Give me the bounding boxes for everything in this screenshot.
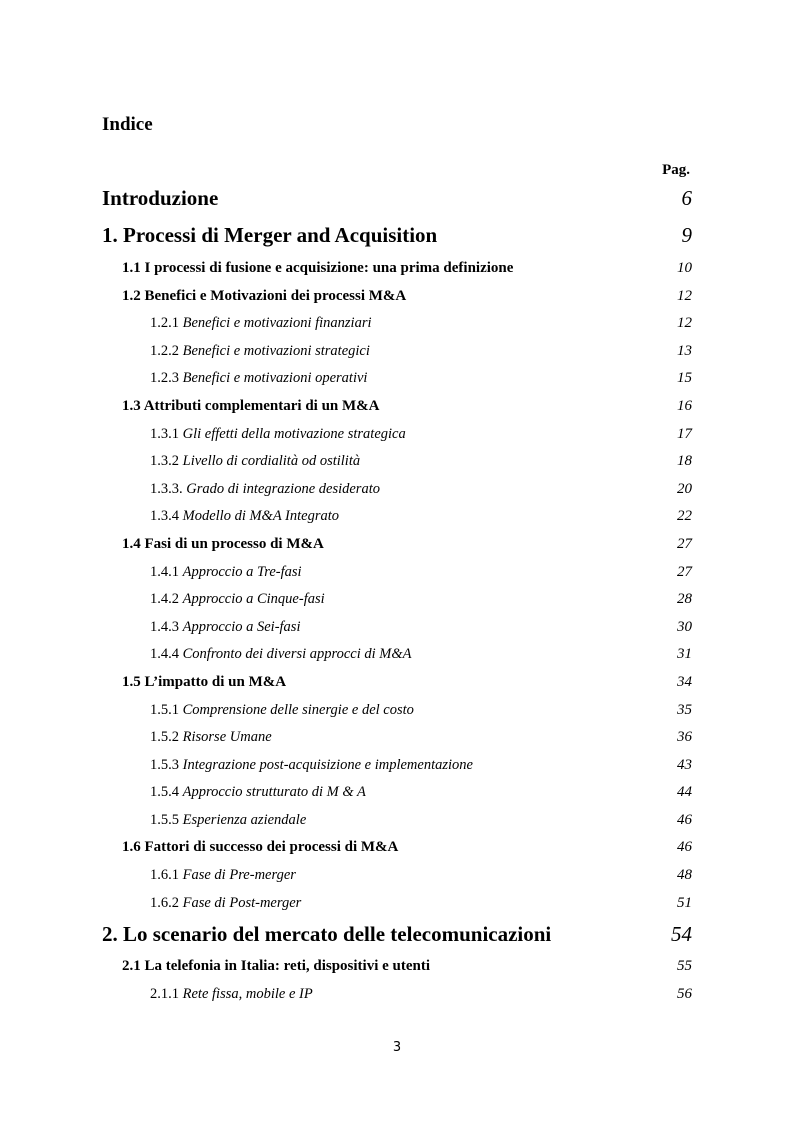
toc-entry-text — [150, 564, 302, 581]
toc-entry-title: Fase di Post-merger — [182, 894, 302, 911]
toc-entry-number: 1.6.1 — [150, 867, 179, 884]
toc-entry-page: 15 — [677, 370, 692, 387]
toc-chapter[interactable] — [102, 186, 692, 223]
toc-entry-text — [150, 757, 473, 774]
toc-entry-text — [102, 186, 218, 211]
toc-entry-text — [150, 812, 306, 829]
toc-entry-number: 1.3 — [122, 397, 141, 414]
toc-entry-page: 44 — [677, 784, 692, 801]
toc-entry-text — [122, 398, 380, 415]
page-column-label: Pag. — [662, 162, 690, 178]
toc-entry-number: 1.4.4 — [150, 646, 179, 663]
toc-entry-number: 1.3.4 — [150, 508, 179, 525]
toc-entry-number: 1.5.1 — [150, 701, 179, 718]
toc-entry-page: 30 — [677, 618, 692, 635]
toc-subsection[interactable] — [102, 426, 692, 454]
toc-entry-text — [122, 260, 513, 277]
index-heading: Indice — [102, 114, 153, 135]
toc-entry-title: Comprensione delle sinergie e del costo — [182, 701, 414, 718]
toc-entry-title: Integrazione post-acquisizione e implementazione — [182, 756, 473, 773]
toc-entry-title: Introduzione — [102, 186, 219, 210]
toc-entry-title: Confronto dei diversi approcci di M&A — [182, 646, 412, 663]
toc-subsection[interactable] — [102, 619, 692, 647]
toc-entry-page: 12 — [677, 315, 692, 332]
toc-entry-text — [150, 986, 313, 1003]
toc-entry-title: Benefici e motivazioni finanziari — [182, 315, 372, 332]
toc-entry-title: Lo scenario del mercato delle telecomunicazioni — [123, 922, 552, 947]
toc-entry-text — [122, 536, 324, 553]
toc-entry-title: Approccio a Tre-fasi — [182, 563, 302, 580]
toc-subsection[interactable] — [102, 481, 692, 509]
toc-entry-page: 36 — [677, 729, 692, 746]
toc-entry-text — [150, 591, 325, 608]
toc-subsection[interactable] — [102, 508, 692, 536]
toc-entry-text — [150, 426, 406, 443]
toc-entry-title: Processi di Merger and Acquisition — [123, 223, 438, 247]
toc-entry-page: 20 — [677, 480, 692, 497]
toc-subsection[interactable] — [102, 986, 692, 1014]
toc-entry-title: Livello di cordialità od ostilità — [182, 453, 361, 470]
toc-entry-page: 13 — [677, 342, 692, 359]
toc-subsection[interactable] — [102, 370, 692, 398]
toc-entry-page: 16 — [677, 397, 692, 414]
toc-entry-number: 2.1.1 — [150, 985, 179, 1002]
toc-entry-number: 1.5 — [122, 673, 141, 690]
toc-entry-number: 1.1 — [122, 260, 141, 276]
toc-entry-text — [122, 958, 430, 975]
toc-subsection[interactable] — [102, 867, 692, 895]
toc-entry-title: Modello di M&A Integrato — [182, 508, 340, 525]
toc-entry-number: 1.3.1 — [150, 425, 179, 442]
toc-subsection[interactable] — [102, 702, 692, 730]
toc-entry-number: 1.4.3 — [150, 618, 179, 635]
toc-entry-text — [150, 619, 300, 636]
toc-section[interactable] — [102, 536, 692, 564]
toc-entry-title: Esperienza aziendale — [182, 811, 307, 828]
toc-entry-page: 27 — [677, 535, 692, 552]
toc-chapter[interactable] — [102, 922, 692, 958]
toc-entry-number: 1.6 — [122, 839, 141, 856]
toc-entry-page: 43 — [677, 756, 692, 773]
toc-entry-title: Benefici e motivazioni operativi — [182, 370, 368, 387]
toc-entry-title: Fasi di un processo di M&A — [144, 535, 324, 552]
toc-entry-title: Gli effetti della motivazione strategica — [182, 425, 406, 442]
toc-entry-number: 1.4.2 — [150, 591, 179, 608]
toc-entry-number: 2. — [102, 922, 118, 947]
toc-entry-title: I processi di fusione e acquisizione: una prima definizione — [144, 260, 514, 276]
toc-entry-text — [150, 481, 380, 498]
toc-subsection[interactable] — [102, 343, 692, 371]
toc-entry-title: Attributi complementari di un M&A — [143, 397, 380, 414]
toc-subsection[interactable] — [102, 812, 692, 840]
toc-entry-title: La telefonia in Italia: reti, dispositivi e utenti — [144, 958, 431, 975]
toc-entry-text — [150, 508, 339, 525]
toc-entry-page: 22 — [677, 508, 692, 525]
toc-entry-number: 1.2 — [122, 287, 141, 304]
toc-entry-number: 1.5.3 — [150, 756, 179, 773]
toc-entry-number: 1.4 — [122, 535, 141, 552]
toc-entry-title: Benefici e motivazioni strategici — [182, 342, 370, 359]
toc-subsection[interactable] — [102, 646, 692, 674]
toc-subsection[interactable] — [102, 757, 692, 785]
toc-entry-page: 51 — [677, 894, 692, 911]
toc-entry-text — [102, 223, 437, 248]
toc-entry-text — [150, 646, 412, 663]
toc-subsection[interactable] — [102, 564, 692, 592]
toc-entry-page: 17 — [677, 425, 692, 442]
toc-entry-number: 1.2.2 — [150, 342, 179, 359]
toc-subsection[interactable] — [102, 784, 692, 812]
toc-entry-text — [122, 839, 398, 856]
toc-entry-number: 1.5.2 — [150, 729, 179, 746]
toc-entry-text — [150, 784, 366, 801]
table-of-contents — [102, 186, 692, 1013]
toc-section[interactable] — [102, 288, 692, 316]
page-number: 3 — [392, 1040, 402, 1055]
toc-entry-title: Fattori di successo dei processi di M&A — [144, 839, 399, 856]
toc-entry-text — [150, 315, 372, 332]
toc-entry-text — [150, 702, 414, 719]
toc-entry-number: 1.4.1 — [150, 563, 179, 580]
toc-entry-number: 1.5.5 — [150, 811, 179, 828]
toc-entry-page: 27 — [677, 563, 692, 580]
toc-entry-text — [122, 674, 286, 691]
toc-entry-text — [150, 370, 367, 387]
toc-entry-number: 1.3.3. — [150, 480, 183, 497]
toc-entry-title: Benefici e Motivazioni dei processi M&A — [144, 287, 407, 304]
toc-entry-page: 54 — [671, 922, 692, 947]
toc-entry-page: 46 — [677, 839, 692, 856]
toc-entry-page: 9 — [681, 223, 692, 247]
toc-entry-text — [102, 922, 551, 947]
toc-section[interactable] — [102, 839, 692, 867]
toc-entry-number: 1.2.3 — [150, 370, 179, 387]
toc-entry-page: 35 — [677, 701, 692, 718]
toc-entry-number: 2.1 — [122, 958, 141, 975]
toc-entry-page: 34 — [677, 673, 692, 690]
toc-entry-number: 1.3.2 — [150, 453, 179, 470]
toc-entry-title: L’impatto di un M&A — [144, 673, 287, 690]
toc-entry-title: Approccio a Sei-fasi — [182, 618, 301, 635]
toc-entry-page: 46 — [677, 811, 692, 828]
toc-chapter[interactable] — [102, 223, 692, 260]
toc-entry-text — [150, 453, 360, 470]
toc-entry-title: Approccio strutturato di M & A — [182, 784, 366, 801]
toc-entry-page: 55 — [677, 958, 692, 975]
toc-entry-page: 18 — [677, 453, 692, 470]
toc-entry-page: 48 — [677, 867, 692, 884]
toc-section[interactable] — [102, 398, 692, 426]
toc-entry-text — [150, 895, 301, 912]
toc-entry-title: Grado di integrazione desiderato — [186, 480, 380, 497]
toc-section[interactable] — [102, 260, 692, 288]
toc-section[interactable] — [102, 674, 692, 702]
toc-entry-number: 1.6.2 — [150, 894, 179, 911]
toc-section[interactable] — [102, 958, 692, 986]
toc-entry-page: 12 — [677, 287, 692, 304]
toc-entry-number: 1. — [102, 223, 118, 247]
toc-entry-title: Approccio a Cinque-fasi — [182, 591, 325, 608]
toc-entry-page: 10 — [677, 260, 692, 276]
toc-entry-page: 6 — [681, 186, 692, 210]
toc-entry-text — [122, 288, 406, 305]
toc-entry-title: Fase di Pre-merger — [182, 867, 296, 884]
toc-subsection[interactable] — [102, 729, 692, 757]
toc-subsection[interactable] — [102, 315, 692, 343]
toc-entry-page: 31 — [677, 646, 692, 663]
toc-subsection[interactable] — [102, 895, 692, 923]
toc-entry-page: 28 — [677, 591, 692, 608]
toc-entry-title: Rete fissa, mobile e IP — [182, 985, 313, 1002]
toc-entry-number: 1.2.1 — [150, 315, 179, 332]
toc-entry-text — [150, 343, 370, 360]
toc-subsection[interactable] — [102, 453, 692, 481]
toc-subsection[interactable] — [102, 591, 692, 619]
toc-entry-number: 1.5.4 — [150, 784, 179, 801]
toc-entry-text — [150, 867, 296, 884]
toc-entry-title: Risorse Umane — [182, 729, 272, 746]
toc-entry-page: 56 — [677, 985, 692, 1002]
toc-entry-text — [150, 729, 272, 746]
